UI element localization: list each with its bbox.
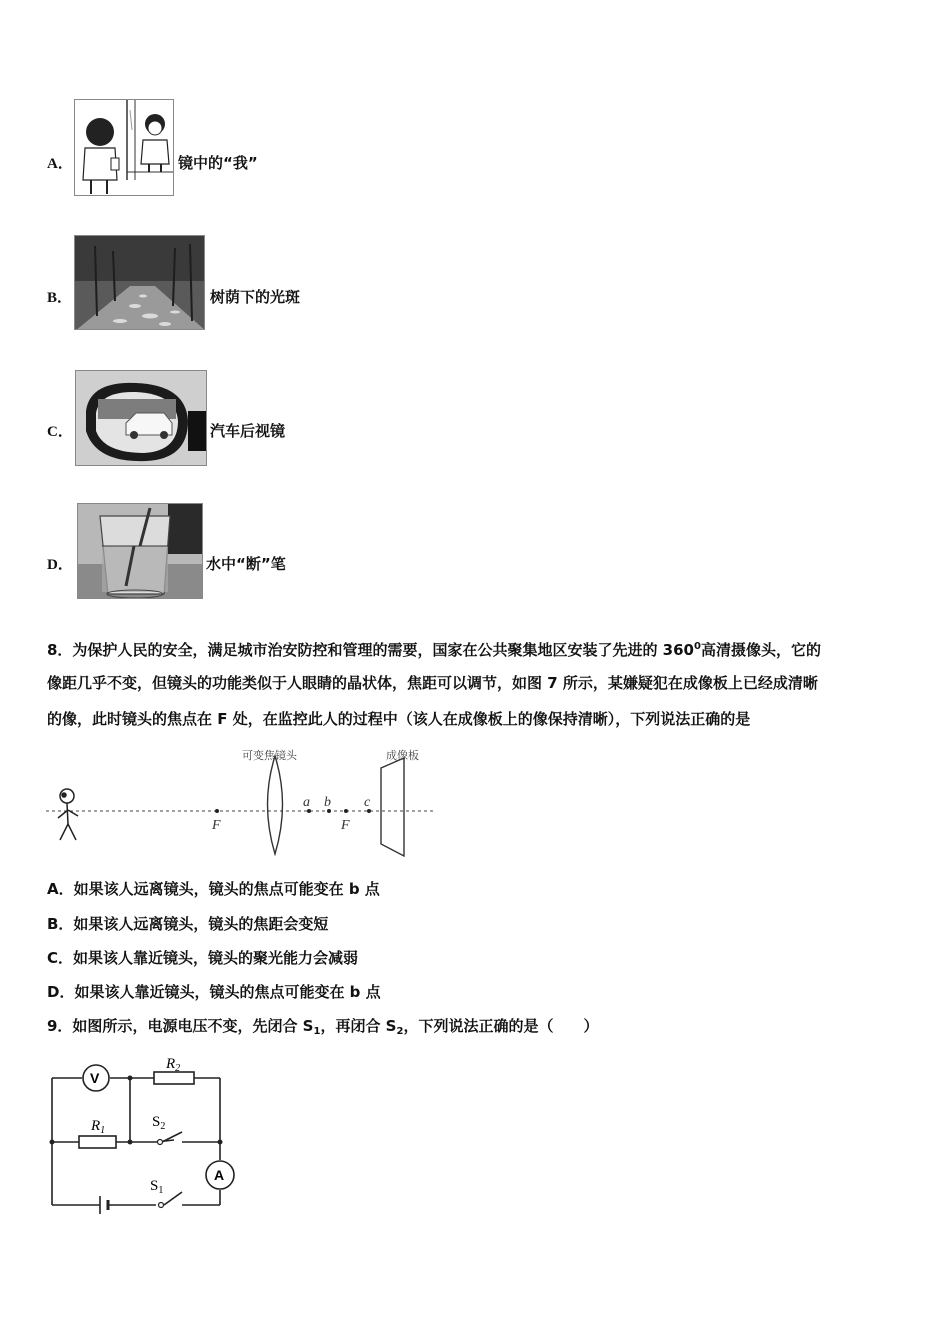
voltmeter-label: V bbox=[90, 1070, 100, 1086]
focal-point-left bbox=[215, 809, 219, 813]
r1-label: $R_1$ bbox=[91, 1118, 106, 1136]
person-figure bbox=[58, 789, 78, 840]
pencil-in-water-photo bbox=[78, 504, 203, 599]
q8-line-3: 的像，此时镜头的焦点在 F 处，在监控此人的过程中（该人在成像板上的像保持清晰），下列说法正确的是 bbox=[47, 710, 751, 728]
resistor-r2 bbox=[154, 1072, 194, 1084]
option-a-letter: A． bbox=[47, 156, 73, 172]
convex-lens bbox=[268, 756, 283, 854]
s2-label: $S_2$ bbox=[152, 1114, 166, 1132]
camera-lens-figure bbox=[44, 744, 439, 862]
tree-shade-photo bbox=[75, 236, 205, 330]
q9-sub-2: 2 bbox=[396, 1026, 404, 1037]
option-d-letter: D． bbox=[47, 557, 73, 573]
screen-label: 成像板 bbox=[386, 749, 419, 762]
rearview-mirror-photo bbox=[76, 371, 207, 466]
circuit-diagram bbox=[44, 1050, 254, 1222]
r2-label: $R_2$ bbox=[166, 1056, 181, 1074]
q8-option-a: A．如果该人远离镜头，镜头的焦点可能变在 b 点 bbox=[47, 880, 380, 898]
q8-option-b: B．如果该人远离镜头，镜头的焦距会变短 bbox=[47, 915, 329, 933]
q9-line-1 bbox=[47, 1008, 598, 1050]
option-b-caption: 树荫下的光斑 bbox=[210, 288, 301, 306]
point-a-label: a bbox=[303, 795, 310, 810]
q9-text-a: 9．如图所示，电源电压不变，先闭合 S bbox=[47, 1017, 314, 1035]
point-b-label: b bbox=[324, 795, 331, 810]
option-c-caption: 汽车后视镜 bbox=[210, 422, 286, 440]
option-b-image bbox=[74, 235, 205, 330]
resistor-r1 bbox=[79, 1136, 116, 1148]
q8-line-1 bbox=[47, 629, 821, 668]
option-b-letter: B． bbox=[47, 290, 73, 306]
focal-label-right: F bbox=[341, 818, 350, 833]
switch-s2 bbox=[158, 1140, 163, 1145]
ammeter-label: A bbox=[214, 1167, 225, 1183]
lens-label: 可变焦镜头 bbox=[242, 749, 297, 762]
q9-sub-1: 1 bbox=[313, 1026, 321, 1037]
option-c-image bbox=[75, 370, 207, 466]
switch-s1 bbox=[159, 1203, 164, 1208]
focal-label-left: F bbox=[212, 818, 221, 833]
q8-superscript: 0 bbox=[693, 641, 701, 652]
q9-text-c: ，下列说法正确的是（ ） bbox=[403, 1017, 599, 1035]
option-c-letter: C． bbox=[47, 424, 73, 440]
mirror-reflection-picture bbox=[75, 100, 174, 196]
q8-line-1-b: 高清摄像头，它的 bbox=[700, 641, 821, 659]
option-d-caption: 水中“断”笔 bbox=[206, 555, 286, 573]
q8-line-2: 像距几乎不变，但镜头的功能类似于人眼睛的晶状体，焦距可以调节，如图 7 所示，某嫌疑犯在成像板上已经成清晰 bbox=[47, 674, 818, 692]
q9-text-b: ，再闭合 S bbox=[320, 1017, 397, 1035]
imaging-screen bbox=[381, 758, 404, 856]
option-a-caption: 镜中的“我” bbox=[178, 154, 258, 172]
s1-label: $S_1$ bbox=[150, 1178, 164, 1196]
point-c-label: c bbox=[364, 795, 371, 810]
q8-option-d: D．如果该人靠近镜头，镜头的焦点可能变在 b 点 bbox=[47, 983, 381, 1001]
option-d-image bbox=[77, 503, 203, 599]
option-a-image bbox=[74, 99, 174, 196]
q8-line-1-a: 8．为保护人民的安全，满足城市治安防控和管理的需要，国家在公共聚集地区安装了先进的 360 bbox=[47, 641, 694, 659]
focal-point-right bbox=[344, 809, 348, 813]
q8-option-c: C．如果该人靠近镜头，镜头的聚光能力会减弱 bbox=[47, 949, 359, 967]
